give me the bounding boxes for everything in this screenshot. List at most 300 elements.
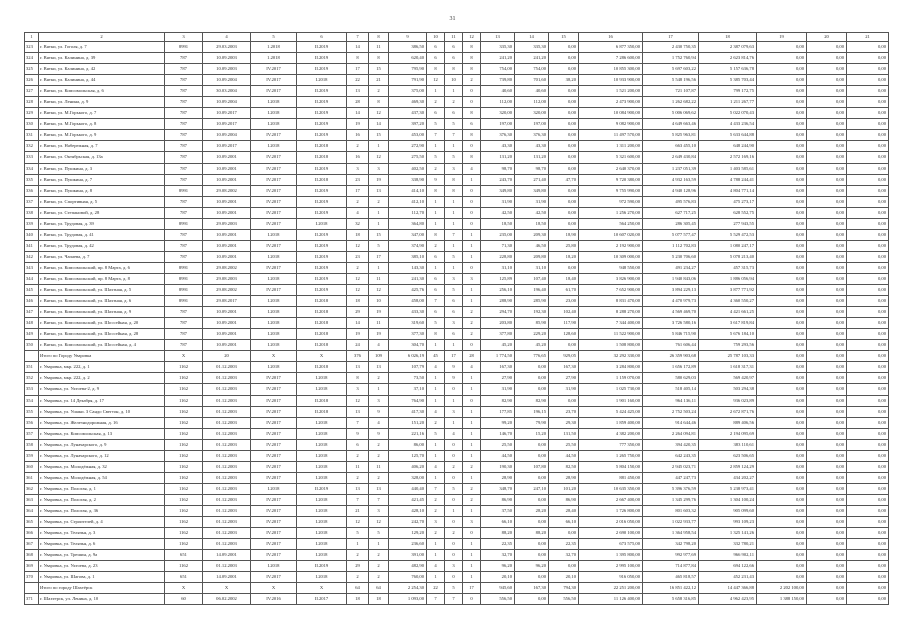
- table-cell: 7 286 600,00: [579, 53, 643, 64]
- table-cell: 0,00: [807, 53, 847, 64]
- table-cell: 18: [347, 229, 369, 240]
- table-cell: 916 050,00: [579, 572, 643, 583]
- table-cell: 337: [25, 196, 39, 207]
- table-cell: 3: [463, 517, 481, 528]
- table-cell: 32,70: [549, 550, 579, 561]
- table-cell: 82,90: [481, 395, 515, 406]
- table-cell: 0,00: [847, 163, 889, 174]
- table-cell: 358: [25, 439, 39, 450]
- table-cell: 787: [165, 86, 203, 97]
- table-cell: 14: [347, 318, 369, 329]
- table-cell: 0,00: [757, 550, 807, 561]
- table-cell: 3 877 771,92: [699, 285, 757, 296]
- column-number: 13: [481, 33, 515, 42]
- table-cell: 96,20: [481, 561, 515, 572]
- table-cell: 1: [463, 572, 481, 583]
- table-cell: 01.12.2003: [203, 483, 251, 494]
- table-cell: 787: [165, 75, 203, 86]
- column-number: 18: [699, 33, 757, 42]
- table-cell: 1: [369, 207, 389, 218]
- table-row: [25, 472, 889, 483]
- address-cell: г. Уваровка, ул. Молодёжная, д. 54: [39, 472, 165, 483]
- table-cell: 5 077 577,47: [643, 229, 699, 240]
- table-cell: 19: [347, 119, 369, 130]
- table-cell: 0,00: [847, 108, 889, 119]
- table-cell: 2 667 400,00: [579, 494, 643, 505]
- table-cell: 4: [369, 340, 389, 351]
- table-cell: 13: [347, 406, 369, 417]
- table-cell: 377,80: [481, 329, 515, 340]
- table-row: [25, 240, 889, 251]
- table-row: [25, 406, 889, 417]
- table-cell: 7: [427, 594, 445, 605]
- table-cell: 1 311 200,00: [579, 141, 643, 152]
- table-cell: 1162: [165, 362, 203, 373]
- table-cell: 1 364 958,54: [643, 528, 699, 539]
- table-cell: I.2018: [297, 494, 347, 505]
- table-cell: 01.12.2003: [203, 517, 251, 528]
- table-cell: I.2018: [297, 428, 347, 439]
- table-cell: 12: [369, 152, 389, 163]
- table-cell: 19: [369, 329, 389, 340]
- table-cell: 14: [347, 108, 369, 119]
- table-cell: 0,00: [757, 152, 807, 163]
- table-cell: 787: [165, 207, 203, 218]
- table-cell: 1 618 317,31: [699, 362, 757, 373]
- table-cell: II.2018: [297, 329, 347, 340]
- table-cell: 759 293,56: [699, 340, 757, 351]
- table-cell: 151,20: [389, 417, 427, 428]
- table-cell: 1 022 933,77: [643, 517, 699, 528]
- address-cell: г. Уваровка, ул. Уктоева-2, д. 9: [39, 384, 165, 395]
- table-cell: 342: [25, 251, 39, 262]
- table-cell: 1 901 160,00: [579, 395, 643, 406]
- table-cell: 79,90: [515, 417, 549, 428]
- table-row: [25, 42, 889, 53]
- table-cell: 73,50: [389, 373, 427, 384]
- table-cell: 8: [463, 152, 481, 163]
- table-cell: I.2018: [251, 561, 297, 572]
- table-cell: 1: [369, 539, 389, 550]
- table-cell: 11: [347, 461, 369, 472]
- table-cell: 5: [427, 318, 445, 329]
- table-cell: X: [203, 583, 251, 594]
- table-cell: 5: [445, 483, 463, 494]
- table-cell: 0,00: [847, 53, 889, 64]
- table-cell: 518 405,14: [643, 384, 699, 395]
- table-row: [25, 439, 889, 450]
- table-cell: 334: [25, 163, 39, 174]
- table-cell: 6 026,19: [389, 351, 427, 362]
- table-cell: 06.02.2002: [203, 594, 251, 605]
- table-cell: 1: [427, 262, 445, 273]
- table-cell: 0,00: [807, 296, 847, 307]
- table-cell: 60: [165, 594, 203, 605]
- table-cell: 0,00: [757, 406, 807, 417]
- address-cell: г. Вятки, ул. М.Горького, д. 8: [39, 119, 165, 130]
- table-cell: IV.2017: [251, 417, 297, 428]
- table-cell: 787: [165, 340, 203, 351]
- table-cell: 2: [427, 494, 445, 505]
- table-cell: 10.09.2003: [203, 64, 251, 75]
- address-cell: г. Вятки, ул. Степановой, д. 28: [39, 207, 165, 218]
- table-cell: 326: [25, 75, 39, 86]
- table-cell: II.2019: [297, 97, 347, 108]
- table-cell: II.2019: [297, 42, 347, 53]
- table-row: [25, 461, 889, 472]
- table-cell: 01.12.2003: [203, 494, 251, 505]
- table-cell: 367: [25, 539, 39, 550]
- table-cell: 0,00: [807, 318, 847, 329]
- table-cell: 28: [463, 351, 481, 362]
- table-cell: 8: [463, 130, 481, 141]
- table-cell: 1 403 585,61: [699, 163, 757, 174]
- address-cell: г. Вятки, ул. Калинина, д. 42: [39, 64, 165, 75]
- table-cell: 29.08.2017: [203, 296, 251, 307]
- table-cell: 1162: [165, 395, 203, 406]
- table-cell: 1: [445, 141, 463, 152]
- table-cell: 0,00: [807, 163, 847, 174]
- table-cell: 15: [369, 229, 389, 240]
- table-cell: 17: [369, 251, 389, 262]
- table-cell: I.2018: [297, 528, 347, 539]
- table-cell: 19: [369, 174, 389, 185]
- table-cell: 764,90: [389, 395, 427, 406]
- column-number-row: [25, 33, 889, 42]
- table-cell: 5: [427, 428, 445, 439]
- table-cell: 914 644,46: [643, 417, 699, 428]
- table-cell: 0,00: [757, 395, 807, 406]
- table-cell: 5 633 644,88: [699, 130, 757, 141]
- table-cell: 0: [463, 395, 481, 406]
- table-cell: 22: [347, 75, 369, 86]
- table-cell: 5: [369, 528, 389, 539]
- table-cell: 0,00: [807, 561, 847, 572]
- table-cell: 4 382 200,00: [579, 428, 643, 439]
- table-cell: II.2019: [297, 240, 347, 251]
- table-cell: 8991: [165, 185, 203, 196]
- table-cell: 0,00: [549, 196, 579, 207]
- address-cell: г. Вятки, ул. Чапаева, д. 7: [39, 251, 165, 262]
- table-cell: 905 099,60: [699, 505, 757, 516]
- table-cell: 16 851 422,12: [643, 583, 699, 594]
- table-cell: 0,00: [549, 42, 579, 53]
- table-cell: 243,70: [481, 174, 515, 185]
- table-cell: 347,00: [389, 229, 427, 240]
- table-cell: 1: [427, 539, 445, 550]
- table-cell: 362: [25, 483, 39, 494]
- column-number: 2: [39, 33, 165, 42]
- table-cell: 45,20: [481, 340, 515, 351]
- table-cell: 2 690 100,00: [579, 528, 643, 539]
- table-cell: 8: [445, 174, 463, 185]
- table-cell: 787: [165, 251, 203, 262]
- table-cell: 0,00: [757, 196, 807, 207]
- table-cell: 495 576,83: [643, 196, 699, 207]
- table-cell: II.2019: [297, 285, 347, 296]
- table-cell: 0,00: [847, 97, 889, 108]
- table-cell: 363: [25, 494, 39, 505]
- table-cell: 787: [165, 119, 203, 130]
- table-cell: 331: [25, 130, 39, 141]
- table-cell: 3 617 819,84: [699, 318, 757, 329]
- table-cell: 335: [25, 174, 39, 185]
- table-cell: II.2019: [297, 130, 347, 141]
- table-cell: 16: [347, 130, 369, 141]
- table-cell: 190,30: [481, 461, 515, 472]
- table-cell: 0,00: [847, 296, 889, 307]
- table-cell: 3: [369, 395, 389, 406]
- table-cell: I.2018: [297, 517, 347, 528]
- table-cell: II.2018: [297, 174, 347, 185]
- table-cell: 1 159 070,00: [579, 373, 643, 384]
- table-cell: 31,10: [515, 262, 549, 273]
- table-cell: 375,00: [389, 86, 427, 97]
- table-cell: 17: [445, 351, 463, 362]
- table-cell: 2: [445, 97, 463, 108]
- table-cell: 0,00: [757, 428, 807, 439]
- table-cell: 0,00: [549, 163, 579, 174]
- table-row: [25, 362, 889, 373]
- table-cell: X: [165, 583, 203, 594]
- table-cell: 101,20: [549, 483, 579, 494]
- table-row: [25, 561, 889, 572]
- table-cell: IV.2017: [251, 262, 297, 273]
- table-cell: X: [251, 351, 297, 362]
- table-row: [25, 505, 889, 516]
- table-cell: 0,00: [757, 384, 807, 395]
- table-cell: 6: [427, 307, 445, 318]
- table-cell: 0,00: [847, 351, 889, 362]
- table-cell: 4 569 469,70: [643, 307, 699, 318]
- table-cell: 1: [463, 450, 481, 461]
- table-cell: X: [297, 583, 347, 594]
- table-cell: 6: [427, 273, 445, 284]
- table-cell: 1162: [165, 450, 203, 461]
- table-cell: 1: [427, 439, 445, 450]
- table-cell: 0,00: [807, 130, 847, 141]
- table-cell: 12: [347, 285, 369, 296]
- table-row: [25, 395, 889, 406]
- table-cell: 628 552,75: [699, 207, 757, 218]
- table-cell: II.2019: [297, 229, 347, 240]
- table-cell: 3: [445, 273, 463, 284]
- table-cell: 8991: [165, 273, 203, 284]
- table-cell: 1: [427, 141, 445, 152]
- table-cell: 0,00: [847, 417, 889, 428]
- column-number: 9: [389, 33, 427, 42]
- address-cell: Итого по городу Шахтёрск: [39, 583, 165, 594]
- table-cell: 8: [463, 53, 481, 64]
- table-cell: II.2019: [297, 561, 347, 572]
- table-cell: 0,00: [847, 240, 889, 251]
- table-row: [25, 251, 889, 262]
- column-number: 20: [807, 33, 847, 42]
- table-cell: 0,00: [757, 472, 807, 483]
- table-cell: 0,00: [847, 152, 889, 163]
- table-cell: 341: [25, 240, 39, 251]
- table-cell: 425,76: [389, 285, 427, 296]
- table-cell: 8: [463, 64, 481, 75]
- address-cell: г. Уваровка, ул. Уктоева, д. 23: [39, 561, 165, 572]
- table-cell: 1: [427, 218, 445, 229]
- table-cell: 197,00: [515, 119, 549, 130]
- table-cell: 0,00: [515, 494, 549, 505]
- table-cell: 01.12.2003: [203, 417, 251, 428]
- table-cell: 01.12.2003: [203, 505, 251, 516]
- table-cell: 0,00: [847, 505, 889, 516]
- address-cell: г. Вятки, ул. Комсомольский, ул. Шахтная, д. 9: [39, 307, 165, 318]
- table-cell: 107,79: [389, 362, 427, 373]
- table-cell: 10 084 900,00: [579, 108, 643, 119]
- table-cell: 0,00: [515, 539, 549, 550]
- table-cell: 10.09.2001: [203, 251, 251, 262]
- table-row: [25, 428, 889, 439]
- table-cell: 0,00: [807, 262, 847, 273]
- table-cell: 5 697 603,22: [643, 64, 699, 75]
- table-cell: 776,65: [515, 351, 549, 362]
- table-cell: 10.09.2001: [203, 163, 251, 174]
- table-cell: 0,00: [847, 572, 889, 583]
- table-cell: 376: [347, 351, 369, 362]
- table-cell: 787: [165, 53, 203, 64]
- table-cell: 453,00: [389, 130, 427, 141]
- table-cell: 0,00: [807, 75, 847, 86]
- table-cell: 18,20: [549, 251, 579, 262]
- table-cell: 4 360 550,27: [699, 296, 757, 307]
- table-cell: 340: [25, 229, 39, 240]
- address-cell: г. Уваровка, ул. Пологая, д. 36: [39, 505, 165, 516]
- table-row: [25, 152, 889, 163]
- table-cell: 2: [347, 196, 369, 207]
- table-cell: 0,00: [549, 395, 579, 406]
- subtotal-row: [25, 351, 889, 362]
- table-cell: 5: [427, 119, 445, 130]
- table-cell: 15: [369, 64, 389, 75]
- table-row: [25, 174, 889, 185]
- table-cell: 929,05: [549, 351, 579, 362]
- table-cell: 5 385 703,44: [699, 75, 757, 86]
- table-cell: 556,50: [481, 594, 515, 605]
- table-cell: 0: [463, 97, 481, 108]
- table-cell: 10: [445, 75, 463, 86]
- table-cell: 0: [445, 494, 463, 505]
- table-cell: 1: [463, 550, 481, 561]
- table-cell: 28,90: [549, 472, 579, 483]
- table-cell: IV.2017: [251, 461, 297, 472]
- table-row: [25, 494, 889, 505]
- table-cell: 1162: [165, 472, 203, 483]
- table-cell: 787: [165, 329, 203, 340]
- table-cell: 29.08.2002: [203, 262, 251, 273]
- table-cell: 6 877 350,00: [579, 42, 643, 53]
- table-cell: 787: [165, 196, 203, 207]
- table-cell: 339: [25, 218, 39, 229]
- table-cell: 1 395 800,00: [579, 550, 643, 561]
- table-cell: 11 497 570,00: [579, 130, 643, 141]
- table-cell: 0,00: [847, 307, 889, 318]
- table-cell: 0,00: [515, 373, 549, 384]
- table-cell: 12: [347, 517, 369, 528]
- table-cell: 9: [427, 174, 445, 185]
- table-cell: 391,00: [389, 550, 427, 561]
- table-cell: 569 420,97: [699, 373, 757, 384]
- table-cell: 0,00: [847, 64, 889, 75]
- table-cell: 4: [427, 406, 445, 417]
- table-row: [25, 340, 889, 351]
- table-cell: I.2018: [297, 373, 347, 384]
- table-cell: 357: [25, 428, 39, 439]
- table-cell: 29: [347, 561, 369, 572]
- table-cell: 2: [427, 505, 445, 516]
- table-cell: IV.2017: [251, 152, 297, 163]
- table-cell: 0,00: [549, 262, 579, 273]
- table-cell: 247,10: [515, 483, 549, 494]
- table-cell: 1: [463, 428, 481, 439]
- table-cell: 3: [445, 318, 463, 329]
- table-cell: 5 078 213,40: [699, 251, 757, 262]
- table-cell: II.2019: [297, 262, 347, 273]
- table-cell: 8: [347, 373, 369, 384]
- table-cell: II.2018: [297, 152, 347, 163]
- table-cell: 31,90: [515, 196, 549, 207]
- table-cell: 271,40: [515, 174, 549, 185]
- table-cell: 673 575,00: [579, 539, 643, 550]
- table-cell: 0,00: [807, 97, 847, 108]
- table-cell: 2: [369, 86, 389, 97]
- table-cell: 1 859 400,00: [579, 417, 643, 428]
- table-cell: 881 450,00: [579, 472, 643, 483]
- table-cell: 0,00: [515, 472, 549, 483]
- table-cell: 0,00: [549, 97, 579, 108]
- table-cell: 651: [165, 550, 203, 561]
- table-cell: 0,00: [549, 64, 579, 75]
- table-cell: 1: [427, 450, 445, 461]
- table-cell: 167,30: [549, 362, 579, 373]
- table-cell: 01.12.2003: [203, 373, 251, 384]
- table-cell: 18,50: [481, 218, 515, 229]
- table-cell: 377,30: [389, 329, 427, 340]
- table-cell: 1 256 270,00: [579, 207, 643, 218]
- table-cell: 117,90: [549, 318, 579, 329]
- table-cell: 0,00: [757, 163, 807, 174]
- address-cell: г. Вятки, ул. Комсомольский, ул. Шоссейная, д. 20: [39, 318, 165, 329]
- table-row: [25, 517, 889, 528]
- address-cell: г. Вятки, ул. Комсомольский, пр. 8 Марта, д. 6: [39, 262, 165, 273]
- table-cell: II.2019: [297, 53, 347, 64]
- table-row: [25, 130, 889, 141]
- table-cell: 8: [463, 108, 481, 119]
- table-cell: 8: [347, 53, 369, 64]
- table-cell: 0,00: [807, 229, 847, 240]
- table-cell: 966 902,11: [699, 550, 757, 561]
- table-cell: 0,00: [807, 505, 847, 516]
- table-cell: 24: [347, 340, 369, 351]
- table-cell: 482,90: [389, 561, 427, 572]
- table-cell: 0,00: [847, 362, 889, 373]
- table-cell: 371: [25, 594, 39, 605]
- table-cell: 5: [347, 528, 369, 539]
- table-cell: 61,70: [549, 285, 579, 296]
- table-cell: 1162: [165, 539, 203, 550]
- table-cell: 86,90: [549, 494, 579, 505]
- table-cell: 0,00: [807, 362, 847, 373]
- table-cell: 0,00: [549, 340, 579, 351]
- table-cell: 5 396 376,59: [643, 483, 699, 494]
- table-cell: 16: [347, 152, 369, 163]
- table-cell: 7: [445, 130, 463, 141]
- table-cell: IV.2017: [251, 207, 297, 218]
